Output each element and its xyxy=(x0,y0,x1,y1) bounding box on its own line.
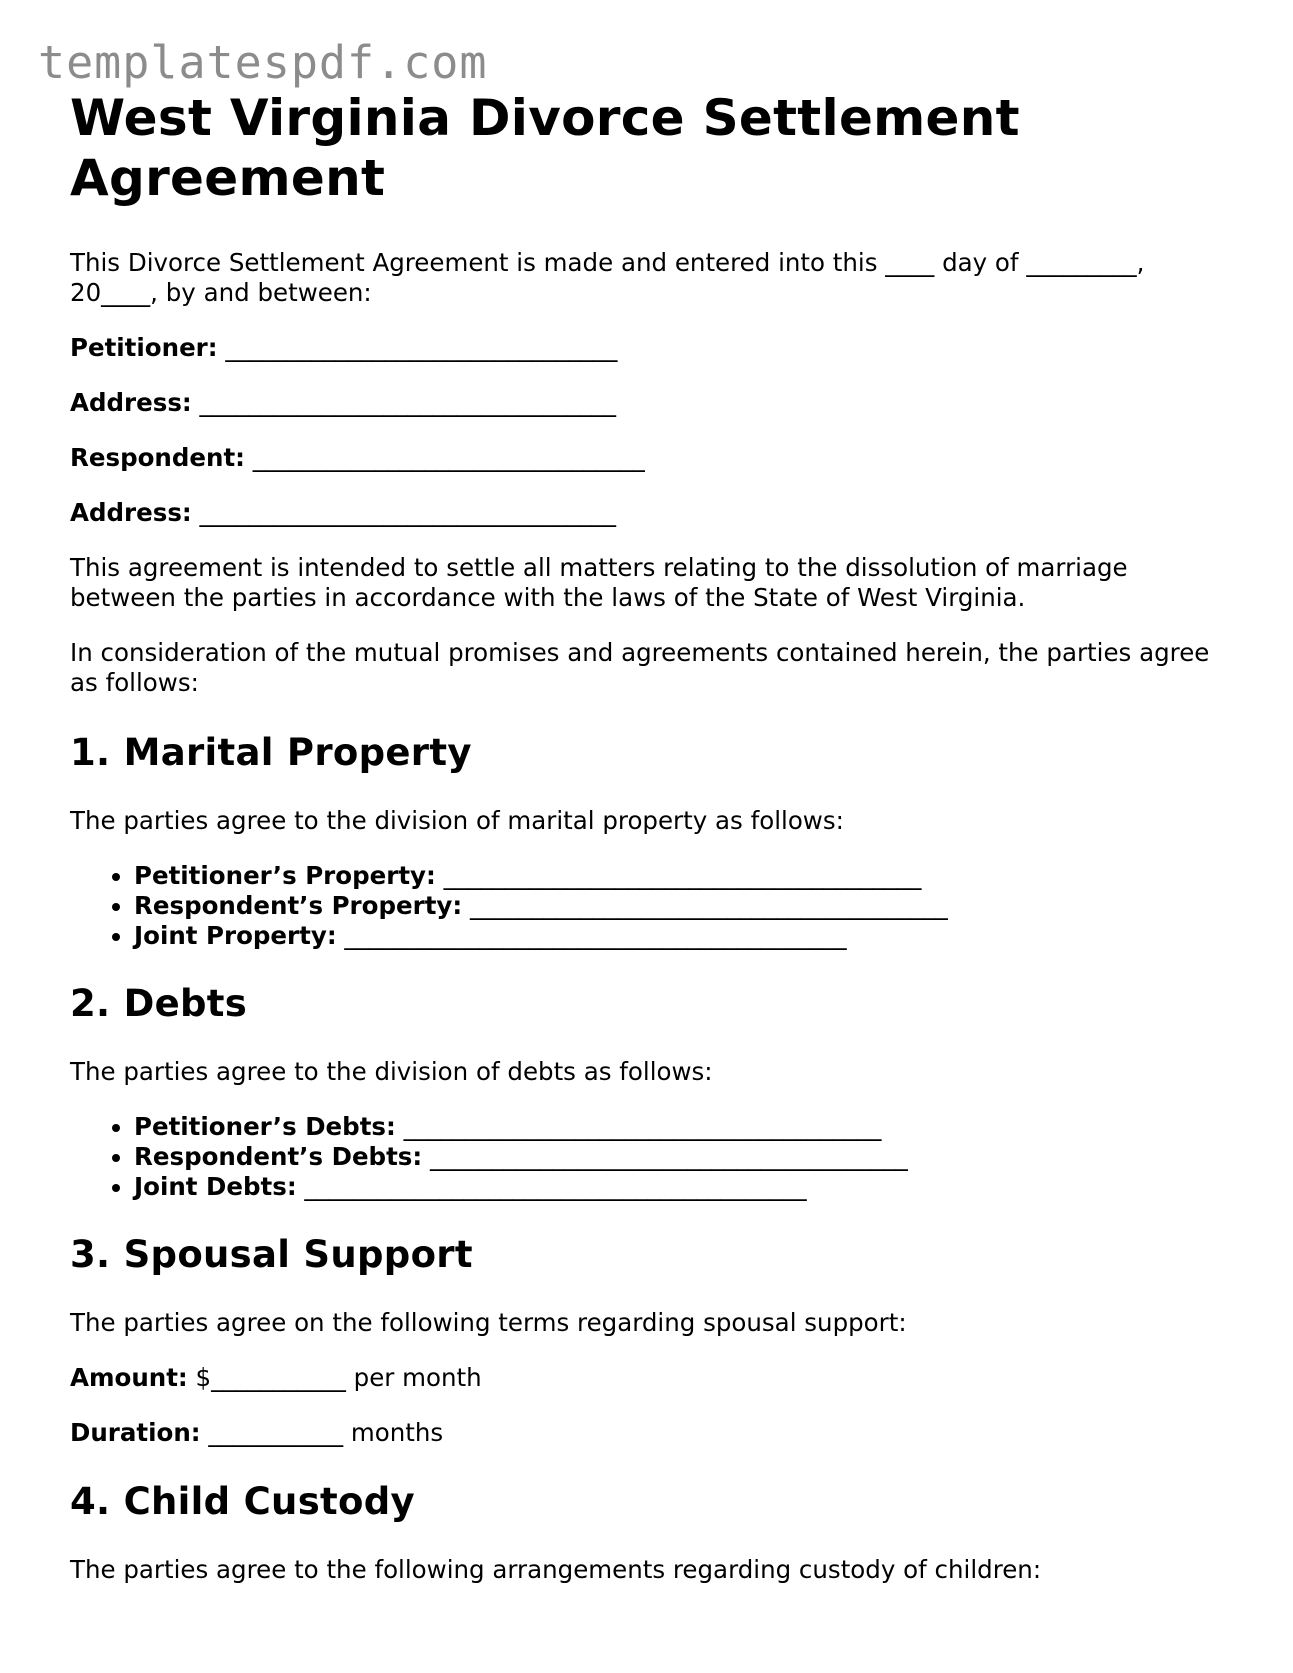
respondent-property-label: Respondent’s Property: xyxy=(134,891,463,920)
list-item xyxy=(134,861,1230,891)
petitioner-property-label: Petitioner’s Property: xyxy=(134,861,436,890)
respondent-property-blank[interactable]: _______________________________________ xyxy=(470,891,948,920)
debts-list xyxy=(70,1112,1230,1202)
amount-field xyxy=(70,1363,1230,1393)
petitioner-debts-blank[interactable]: _______________________________________ xyxy=(403,1112,882,1141)
petitioner-address-field xyxy=(70,388,1230,418)
respondent-address-blank[interactable]: __________________________________ xyxy=(199,498,616,527)
marital-property-list xyxy=(70,861,1230,951)
petitioner-blank[interactable]: ________________________________ xyxy=(225,333,618,362)
list-item xyxy=(134,1142,1230,1172)
respondent-field xyxy=(70,443,1230,473)
petitioner-address-blank[interactable]: __________________________________ xyxy=(199,388,616,417)
debts-text: The parties agree to the division of debts as follows: xyxy=(70,1057,713,1086)
purpose-paragraph: This agreement is intended to settle all matters relating to the dissolution of marriage between the parties in accordance with the laws of the State of West Virginia. xyxy=(70,553,1128,612)
petitioner-label: Petitioner: xyxy=(70,333,218,362)
petitioner-debts-label: Petitioner’s Debts: xyxy=(134,1112,396,1141)
spousal-support-heading: 3. Spousal Support xyxy=(70,1233,473,1276)
respondent-blank[interactable]: ________________________________ xyxy=(252,443,645,472)
joint-property-label: Joint Property: xyxy=(134,921,337,950)
duration-blank[interactable]: ___________ months xyxy=(208,1418,444,1447)
list-item xyxy=(134,1112,1230,1142)
debts-heading: 2. Debts xyxy=(70,982,248,1025)
joint-property-blank[interactable]: _________________________________________ xyxy=(344,921,847,950)
document-page xyxy=(70,88,1230,1585)
respondent-debts-blank[interactable]: _______________________________________ xyxy=(429,1142,908,1171)
list-item xyxy=(134,921,1230,951)
list-item xyxy=(134,1172,1230,1202)
marital-property-heading: 1. Marital Property xyxy=(70,731,472,774)
marital-property-text: The parties agree to the division of marital property as follows: xyxy=(70,806,844,835)
duration-field xyxy=(70,1418,1230,1448)
petitioner-field xyxy=(70,333,1230,363)
watermark-logo: templatespdf.com xyxy=(38,36,488,89)
duration-label: Duration: xyxy=(70,1418,201,1447)
consideration-paragraph: In consideration of the mutual promises and agreements contained herein, the parties agree as follows: xyxy=(70,638,1210,697)
list-item xyxy=(134,891,1230,921)
amount-blank[interactable]: $___________ per month xyxy=(195,1363,482,1392)
joint-debts-label: Joint Debts: xyxy=(134,1172,297,1201)
child-custody-text: The parties agree to the following arrangements regarding custody of children: xyxy=(70,1555,1042,1584)
respondent-address-label: Address: xyxy=(70,498,192,527)
intro-paragraph: This Divorce Settlement Agreement is made and entered into this ____ day of _________, 20____, by and between: xyxy=(70,248,1145,307)
spousal-support-text: The parties agree on the following terms regarding spousal support: xyxy=(70,1308,907,1337)
amount-label: Amount: xyxy=(70,1363,188,1392)
joint-debts-blank[interactable]: _________________________________________ xyxy=(304,1172,807,1201)
respondent-debts-label: Respondent’s Debts: xyxy=(134,1142,423,1171)
petitioner-address-label: Address: xyxy=(70,388,192,417)
respondent-address-field xyxy=(70,498,1230,528)
child-custody-heading: 4. Child Custody xyxy=(70,1480,415,1523)
respondent-label: Respondent: xyxy=(70,443,245,472)
petitioner-property-blank[interactable]: _______________________________________ xyxy=(443,861,922,890)
document-title: West Virginia Divorce Settlement Agreement xyxy=(70,89,1020,207)
